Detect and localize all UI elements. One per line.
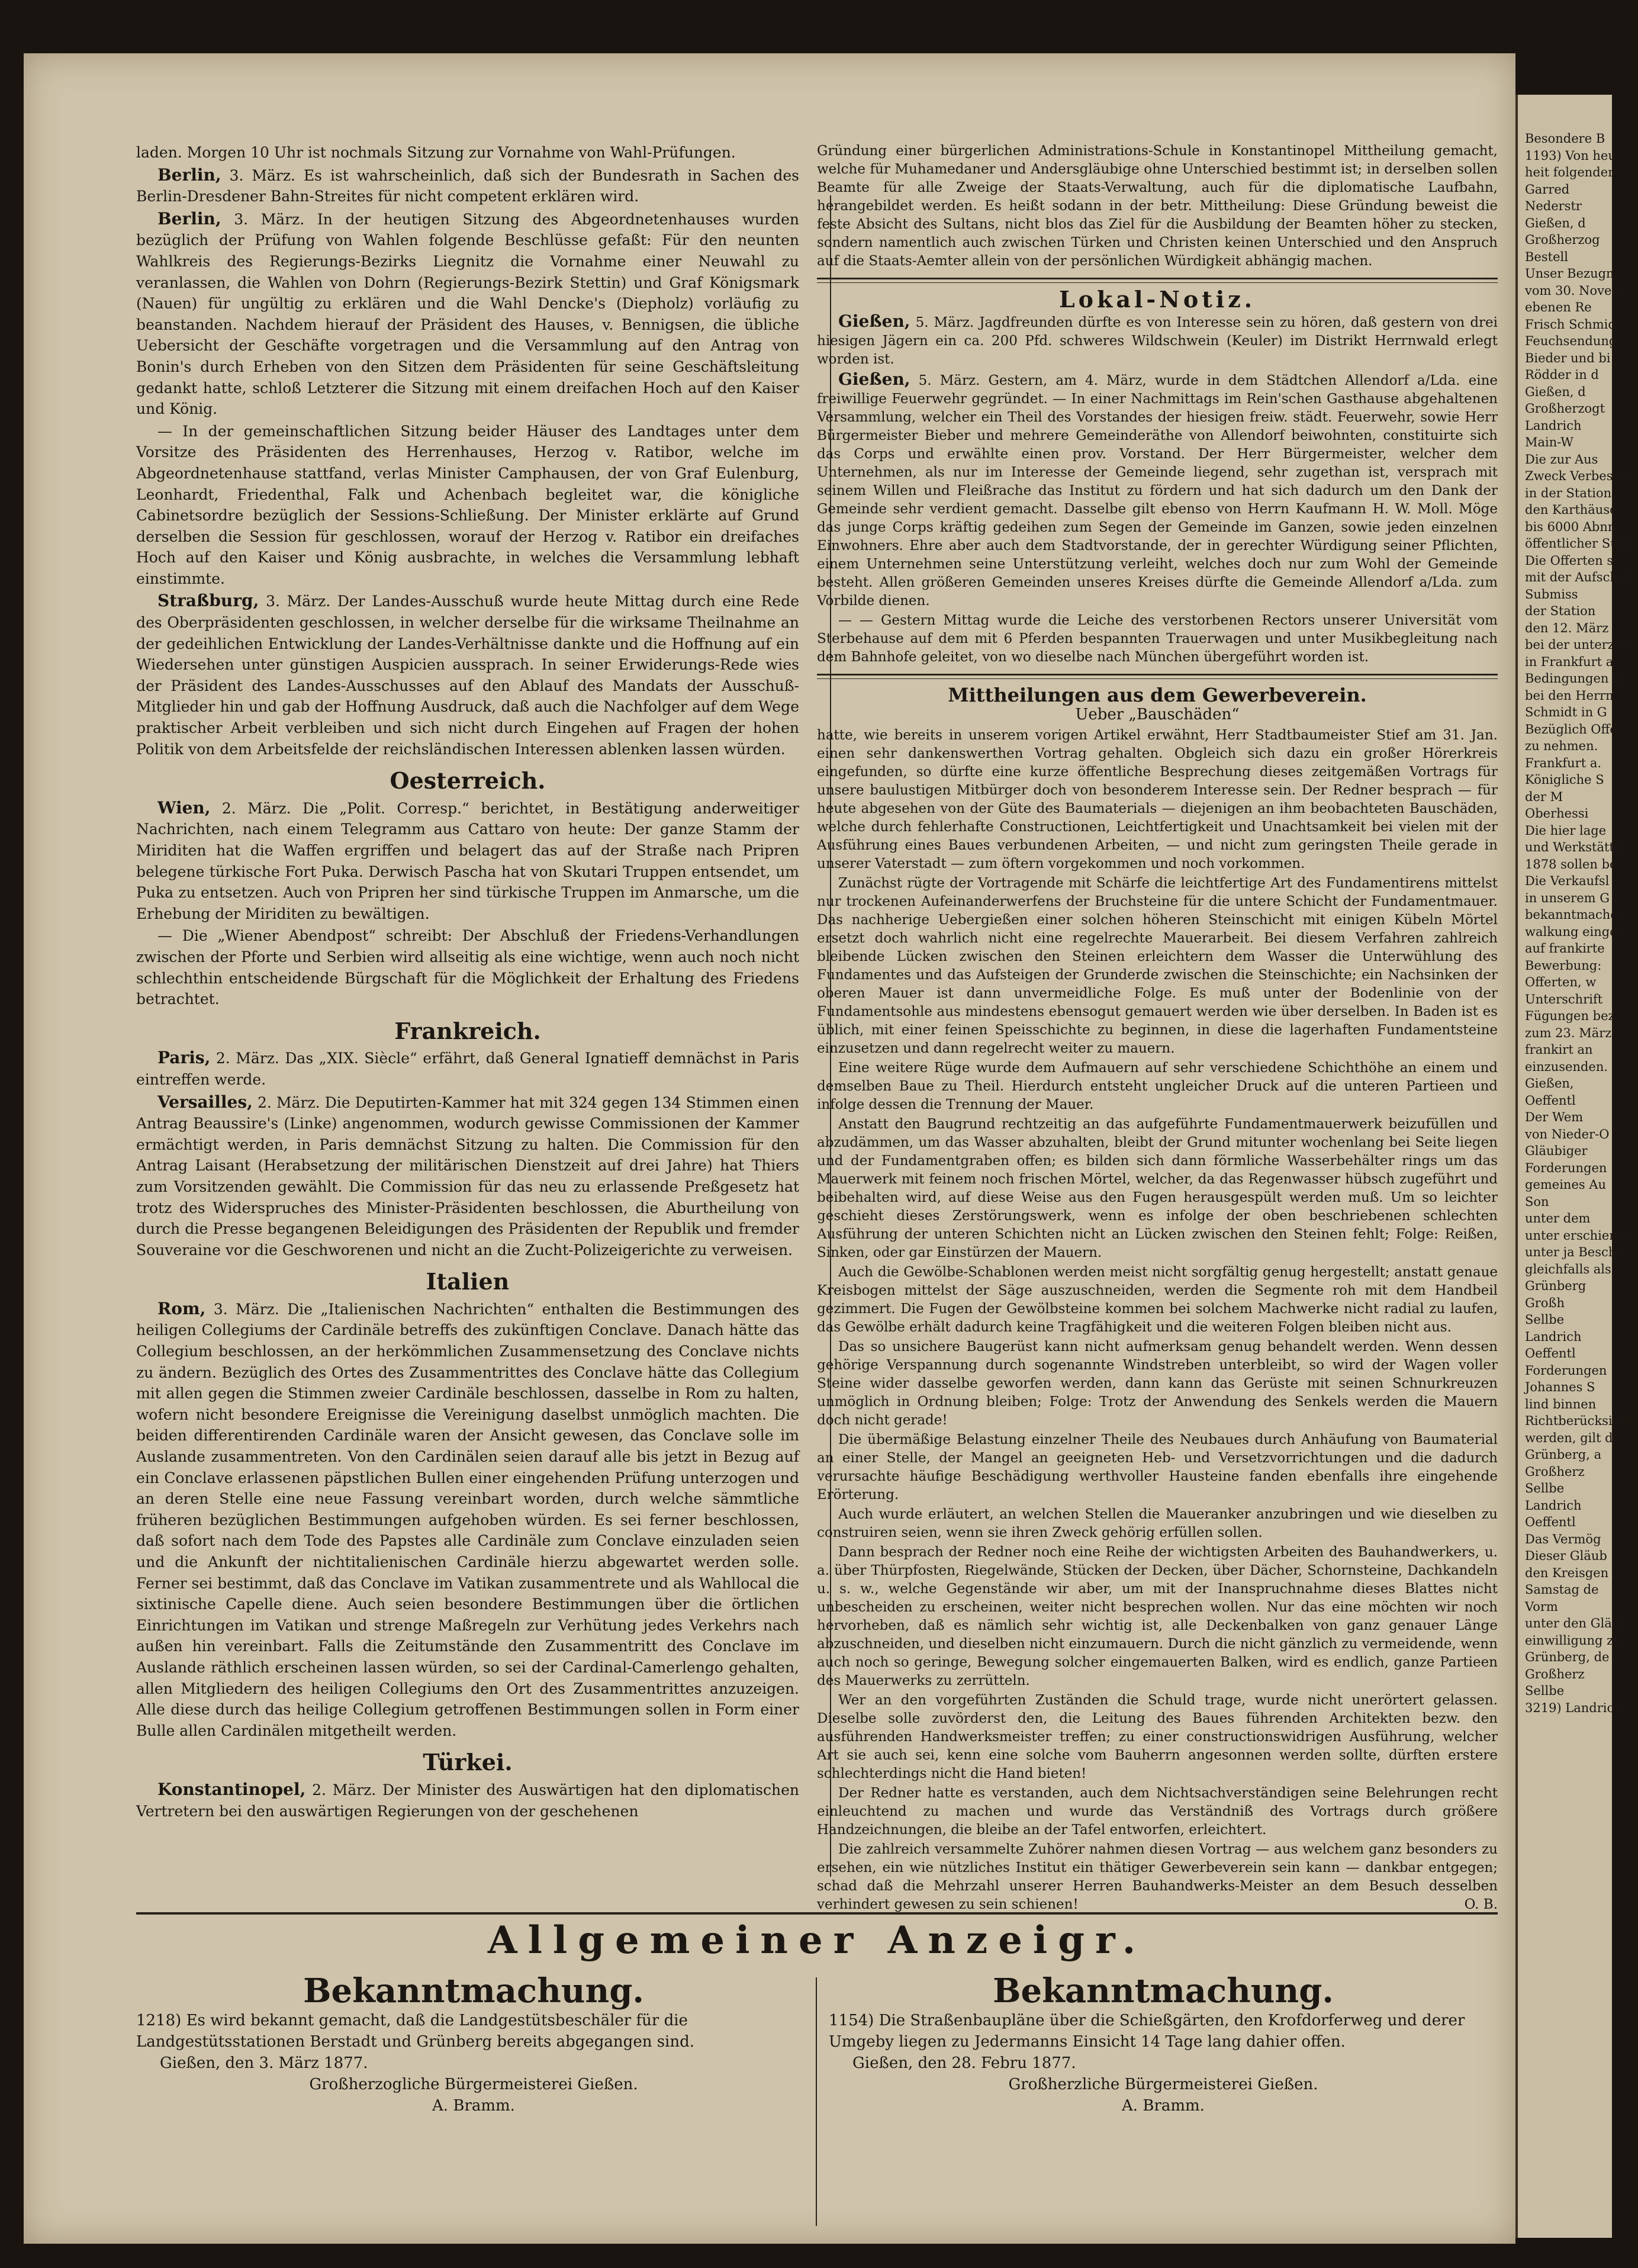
adjacent-page-line: Großherz [1525,1464,1585,1479]
adjacent-page-line: Großherzogt [1525,401,1605,416]
notice-right [829,1971,1498,2116]
notice-authority: Großherzliche Bürgermeisterei Gießen. [1008,2076,1318,2093]
news-giessen-1: Gießen, 5. März. Jagdfreunden dürfte es von Interesse sein zu hören, daß gestern von drei hiesigen Jägern ein ca. 200 Pfd. schweres Wildschwein (Keuler) im Distrikt Herrnwald erlegt worden ist. [817,311,1498,367]
adjacent-page-line: Die Verkaufsl [1525,874,1610,888]
dateline: Versailles, [157,1092,253,1112]
adjacent-page-line: Großh [1525,1295,1565,1310]
adjacent-page-line: Nederstr [1525,199,1582,213]
article-paragraph: Auch die Gewölbe-Schablonen werden meist nicht sorgfältig genug hergestellt; anstatt genaue Kreisbogen mittelst der Säge auszuschneiden, werden die Segmente roh mit dem Handbeil gezimmert. Die Fugen der Gewölbsteine kommen bei solchem Machwerke nicht radial zu laufen, das Gewölbe erhält dadurch keine Tragfähigkeit und die weiteren Folgen bleiben nicht aus. [817,1265,1498,1335]
news-konstantinopel: Konstantinopel, 2. März. Der Minister des Auswärtigen hat den diplomatischen Vertretern bei den auswärtigen Regierungen von der geschehenen [136,1779,799,1820]
adjacent-page-line: lind binnen [1525,1397,1597,1411]
left-column [136,142,799,1823]
adjacent-page-line: den 12. März [1525,620,1609,635]
adjacent-page-line: Das Vermög [1525,1532,1601,1546]
adjacent-page-line: Großherz [1525,1667,1585,1681]
adjacent-page-line: Bedingungen un [1525,671,1629,686]
adjacent-page-line: Der Wem [1525,1110,1584,1124]
news-berlin-2: Berlin, 3. März. In der heutigen Sitzung des Abgeordnetenhauses wurden bezüglich der Prüfung von Wahlen folgende Beschlüsse gefaßt: Für den neunten Wahlkreis des Regierungs-Bezirks Liegnitz die Vornahme einer Neuwahl zu veranlassen, die Wahlen von Dohrn (Regierungs-Bezirk Stettin) und Graf Königsmark (Nauen) für ungültig zu erklären und die Wahl Dencke's (Diepholz) vorläufig zu beanstanden. Nachdem hierauf der Präsident des Hauses, v. Bennigsen, die übliche Uebersicht der Geschäfte vorgetragen und die Versammlung auf den Antrag von Bonin's durch Erheben von den Sitzen dem Präsidenten für seine Geschäftsleitung gedankt hatte, schloß Letzterer die Sitzung mit einem dreifachen Hoch auf den Kaiser und König. [136,208,800,418]
adjacent-page-line: Feuchsendung [1525,334,1617,348]
adjacent-page-line: Besondere B [1525,131,1605,146]
adjacent-page-line: Gießen, d [1525,215,1586,230]
adjacent-page-line: Oberhessi [1525,806,1589,821]
article-subtitle: Ueber „Bauschäden“ [1075,706,1240,723]
section-rule [817,674,1498,679]
adjacent-page-line: bei den Herrn [1525,688,1614,703]
news-wien-2: — Die „Wiener Abendpost“ schreibt: Der Abschluß der Friedens-Verhandlungen zwischen der Pforte und Serbien wird allseitig als eine wichtige, wenn auch noch nicht schlechthin entscheidende Bürgschaft für die Möglichkeit der Erhaltung des Friedens betrachtet. [136,927,799,1008]
notice-left [136,1971,811,2116]
dateline: Paris, [157,1048,211,1068]
news-berlin-1: Berlin, 3. März. Es ist wahrscheinlich, daß sich der Bundesrath in Sachen des Berlin-Dresdener Bahn-Streites für nicht competent erklären wird. [136,165,799,205]
adjacent-page-line: Landrich [1525,1329,1582,1344]
adjacent-page-lines [1518,95,1638,1716]
notice-divider [816,1977,817,2226]
article-signature: O. B. [1464,1897,1498,1912]
adjacent-page-line: Bezüglich Offe [1525,722,1617,736]
adjacent-page-line: der Station [1525,604,1596,618]
adjacent-page-line: und Werkstätte [1525,840,1622,854]
section-heading-italien: Italien [426,1268,510,1295]
adjacent-page-line: Grünberg [1525,1279,1586,1293]
adjacent-page-line: bis 6000 Abnn [1525,519,1616,534]
adjacent-page-line: Frisch Schmid [1525,317,1616,332]
adjacent-page-line: Forderungen [1525,1160,1607,1175]
adjacent-page-line: Son [1525,1194,1549,1209]
right-column [817,142,1498,1915]
adjacent-page-line: Oeffentl [1525,1093,1576,1108]
adjacent-page-line: Forderungen [1525,1363,1607,1378]
adjacent-page-line: Landrich [1525,1498,1582,1513]
adjacent-page-line: in der Station [1525,485,1612,500]
article-paragraph: hatte, wie bereits in unserem vorigen Artikel erwähnt, Herr Stadtbaumeister Stief am 31. Jan. einen sehr dankenswerthen Vortrag gehalten. Obgleich sich dazu ein großer Hörerkreis eingefunden, so dürfte eine kurze öffentliche Besprechung dieses zeitgemäßen Vortrags für unsere baulustigen Mitbürger doch von besonderem Interesse sein. Der Redner besprach — für heute abgesehen von der Güte des Baumaterials — diejenigen an ihm beobachteten Bauschäden, welche durch fehlerhafte Constructionen, Leichtfertigkeit und Unachtsamkeit bei vielen mit der Ausführung eines Baues verbundenen Arbeiten, — und nicht zum geringsten Theile gerade in unserer Vaterstadt — zum öftern vorgekommen und noch vorkommen. [817,728,1498,871]
article-paragraph: Anstatt den Baugrund rechtzeitig an das aufgeführte Fundamentmauerwerk beizufüllen und abzudämmen, um das Wasser abzuhalten, bleibt der Grund mitunter wochenlang bei Seite liegen und der Fundamentgraben offen; es bilden sich dann förmliche Wasserbehälter rings um das Mauerwerk mit feinem noch frischen Mörtel, welcher, da das Regenwasser hübsch zugeführt und beibehalten wird, auf diese Weise aus den Fugen herausgespült werden muß. Um so leichter geschieht dieses Zerstörungswerk, wenn es infolge der oben beschriebenen schlechten Ausführung der unteren Schichten nicht an Lücken zwischen den Steinen fehlt; Folge: Reißen, Sinken, oder gar Einstürzen der Mauern. [817,1117,1498,1260]
adjacent-page-line: Gießen, [1525,1076,1574,1090]
adjacent-page-line: Die hier lage [1525,823,1607,838]
adjacent-page-line: öffentlicher Subm [1525,536,1638,551]
adjacent-page-line: unter erschienen [1525,1228,1633,1243]
adjacent-page-line: Gießen, d [1525,384,1586,399]
section-heading-frankreich: Frankreich. [394,1017,541,1044]
adjacent-page-line: den Kreisgen [1525,1565,1609,1580]
adjacent-page-line: bekanntmachen [1525,908,1626,922]
intro-paragraph: laden. Morgen 10 Uhr ist nochmals Sitzung zur Vornahme von Wahl-Prüfungen. [136,144,736,161]
adjacent-page-strip [1515,95,1638,2238]
dateline: Straßburg, [157,591,259,611]
adjacent-page-line: Frankfurt a. [1525,755,1602,770]
article-paragraph: Auch wurde erläutert, an welchen Stellen die Maueranker anzubringen und wie dieselben zu construiren seien, wenn sie ihren Zweck gehörig erfüllen sollen. [817,1507,1498,1540]
newspaper-page [24,53,1515,2244]
adjacent-page-line: Oeffentl [1525,1515,1576,1529]
adjacent-page-line: Johannes S [1525,1380,1595,1394]
news-paris: Paris, 2. März. Das „XIX. Siècle“ erfährt, daß General Ignatieff demnächst in Paris eintreffen werde. [136,1048,799,1088]
news-versailles: Versailles, 2. März. Die Deputirten-Kammer hat mit 324 gegen 134 Stimmen einen Antrag Beaussire's (Linke) angenommen, wodurch gewisse Commissionen der Kammer ermächtigt werden, in Paris demnächst Sitzung zu halten. Die Commission für den Antrag Laisant (Herabsetzung der militärischen Dienstzeit auf drei Jahre) hat Thiers zum Vorsitzenden gewählt. Die Commission für das neu zu erlassende Preßgesetz hat trotz des Widerspruches des Minister-Präsidenten beschlossen, die Aburtheilung von durch die Presse begangenen Beleidigungen des Präsidenten der Republik und fremder Souveraine vor die Geschworenen und nicht an die Zucht-Polizeigerichte zu verweisen. [136,1092,799,1259]
adjacent-page-line: in unserem G [1525,890,1610,905]
adjacent-page-line: Die zur Aus [1525,452,1598,467]
adjacent-page-line: von Nieder-O [1525,1127,1610,1141]
adjacent-page-line: Großherzog [1525,233,1600,247]
adjacent-page-line: Oeffentl [1525,1346,1576,1360]
adjacent-page-line: Fügungen bezi [1525,1009,1619,1023]
adjacent-page-line: Gläubiger [1525,1144,1588,1158]
dateline: Wien, [157,797,211,818]
notice-body: 1218) Es wird bekannt gemacht, daß die Landgestütsbeschäler für die Landgestütsstationen Berstadt und Grünberg bereits abgegangen sind. [136,2012,695,2051]
dateline: Rom, [157,1298,206,1318]
adjacent-page-line: Landrich [1525,418,1582,433]
dateline: Gießen, [838,311,910,331]
news-berlin-3: — In der gemeinschaftlichen Sitzung beider Häuser des Landtages unter dem Vorsitze des Präsidenten des Herrenhauses, Herzog v. Ratibor, welche im Abgeordnetenhause stattfand, verlas Minister Camphausen, der von Graf Eulenburg, Leonhardt, Friedenthal, Falk und Achenbach begleitet war, die königliche Cabinetsordre bezüglich der Sessions-Schließung. Der Minister erklärte auf Grund derselben die Session für geschlossen, worauf der Herzog v. Ratibor ein dreifaches Hoch auf den Kaiser und König ausbrachte, in welches die Versammlung lebhaft einstimmte. [136,422,799,587]
adjacent-page-line: zum 23. März [1525,1025,1612,1040]
adjacent-page-line: Dieser Gläub [1525,1549,1607,1563]
adjacent-page-line: einwilligung zu [1525,1633,1621,1648]
article-paragraph: Der Redner hatte es verstanden, auch dem Nichtsachverständigen seine Belehrungen recht einleuchtend zu machen und wurde das Verständniß des Vortrags durch größere Handzeichnungen, die bleibe an der Tafel entworfen, erleichtert. [817,1786,1498,1838]
notice-body: 1154) Die Straßenbaupläne über die Schießgärten, den Krofdorferweg und derer Umgeby liegen zu Jedermanns Einsicht 14 Tage lang dahier offen. [829,2012,1465,2051]
adjacent-page-line: Garred [1525,182,1570,197]
adjacent-page-line: Sellbe [1525,1684,1565,1698]
adjacent-page-line: Rödder in d [1525,368,1599,382]
adjacent-page-line: Bewerbung: [1525,958,1602,973]
news-wien-1: Wien, 2. März. Die „Polit. Corresp.“ berichtet, in Bestätigung anderweitiger Nachrichten, nach einem Telegramm aus Cattaro von heute: Der ganze Stamm der Miriditen hat die Waffen ergriffen und belagert das auf der Straße nach Pripren belegene türkische Fort Puka. Derwisch Pascha hat von Skutari Truppen entsendet, um Puka zu entsetzen. Auch von Pripren her sind türkische Truppen im Anmarsche, um die Erhebung der Miriditen zu bewältigen. [136,797,800,922]
news-giessen-2: Gießen, 5. März. Gestern, am 4. März, wurde in dem Städtchen Allendorf a/Lda. eine freiwillige Feuerwehr gegründet. — In einer Nachmittags im Rein'schen Gasthause abgehaltenen Versammlung, welcher ein Theil des Vorstandes der hiesigen freiw. städt. Feuerwehr, sowie Herr Bürgermeister Bieber und mehrere Gemeinderäthe von Allendorf beiwohnten, constituirte sich das Corps und erwählte einen prov. Vorstand. Der Herr Bürgermeister, welcher dem Unternehmen, als nur im Interesse der Gemeinde liegend, sehr zugethan ist, versprach mit seinem Willen und Fleißrache das Institut zu fördern und hat sich dadurch um den Dank der Gemeinde sehr verdient gemacht. Dasselbe gilt ebenso von Herrn Kaufmann H. W. Moll. Möge das junge Corps kräftig gedeihen zum Segen der Gemeinde im Ganzen, sowie jeden einzelnen Einwohners. Ehre aber auch dem Stadtvorstande, der in gerechter Würdigung seiner Pflichten, einem Unternehmen seine Unterstützung verleiht, welches doch nur zum Wohl der Gemeinde besteht. Allen größeren Gemeinden unseres Kreises dürfte die Gemeinde Allendorf a/Lda. zum Vorbilde dienen. [817,369,1498,609]
notice-heading: Bekanntmachung. [303,1971,644,2010]
section-heading-gewerbeverein: Mittheilungen aus dem Gewerbeverein. [948,684,1367,706]
section-heading-oesterreich: Oesterreich. [390,767,546,794]
dateline: Konstantinopel, [157,1779,306,1799]
adjacent-page-line: Unterschrift [1525,992,1603,1006]
adjacent-page-line: Die Offerten si [1525,553,1617,568]
anzeiger-title: Allgemeiner Anzeigr. [487,1918,1147,1963]
section-heading-lokal-notiz: Lokal-Notiz. [1058,286,1256,313]
adjacent-page-line: frankirt an [1525,1043,1593,1057]
adjacent-page-line: Schmidt in G [1525,705,1607,719]
anzeiger-rule [136,1912,1498,1915]
notice-authority: Großherzogliche Bürgermeisterei Gießen. [309,2076,638,2093]
notice-date: Gießen, den 28. Febru 1877. [852,2054,1076,2072]
dateline: Berlin, [157,208,221,229]
adjacent-page-line: heit folgender [1525,165,1614,179]
adjacent-page-line: Grünberg, a [1525,1447,1602,1462]
adjacent-page-line: Offerten, w [1525,975,1597,989]
adjacent-page-line: Zweck Verbesse [1525,469,1627,483]
adjacent-page-line: 3219) Landrich [1525,1700,1622,1715]
article-paragraph: Dann besprach der Redner noch eine Reihe der wichtigsten Arbeiten des Bauhandwerkers, u. a. über Thürpfosten, Riegelwände, Stücken der Decken, über Dächer, Schornsteine, Dachkandeln u. s. w., welche Gegenstände wir aber, um mit der Inanspruchnahme dieses Blattes nicht unbescheiden zu erscheinen, weiter nicht besprechen wollen. Nur das eine möchten wir noch hervorheben, daß es nämlich sehr wichtig ist, alle Deckenbalken von ganz genauer Länge abzuschneiden, und dieselben nicht einzumauern. Durch die nicht gänzlich zu vermeidende, wenn auch noch so geringe, Bewegung solcher eingemauerten Balken, wird es endlich, ganze Partieen des Mauerwerks zu zerrütteln. [817,1545,1498,1688]
dateline: Berlin, [157,165,221,185]
section-heading-tuerkei: Türkei. [423,1749,513,1776]
notice-signer: A. Bramm. [432,2097,515,2115]
notice-signer: A. Bramm. [1122,2097,1205,2115]
article-paragraph: Eine weitere Rüge wurde dem Aufmauern auf sehr verschiedene Schichthöhe an einem und demselben Baue zu Theil. Hierdurch entsteht ungleicher Druck auf die unteren Partieen und infolge dessen die Trennung der Mauer. [817,1060,1498,1112]
adjacent-page-line: Bestell [1525,249,1568,264]
adjacent-page-line: bei der unterzeic [1525,638,1633,652]
adjacent-page-line: Unser Bezugn [1525,266,1614,281]
adjacent-page-line: Main-W [1525,435,1573,449]
adjacent-page-line: Vorm [1525,1599,1558,1614]
adjacent-page-line: Sellbe [1525,1312,1565,1327]
adjacent-page-line: Sellbe [1525,1481,1565,1495]
news-strassburg: Straßburg, 3. März. Der Landes-Ausschuß wurde heute Mittag durch eine Rede des Oberpräsidenten geschlossen, in welcher derselbe für die wirksame Theilnahme an der gedeihlichen Entwicklung der Landes-Verhältnisse dankte und die Hoffnung auf ein Wiedersehen unter günstigen Auspicien aussprach. In seiner Erwiderungs-Rede wies der Präsident des Landes-Ausschusses auf den Ablauf des Mandats der Ausschuß-Mitglieder hin und gab der Hoffnung Ausdruck, daß auch die Nachfolger auf dem Wege praktischer Arbeit verbleiben und sich nicht durch Eingehen auf Fragen der hohen Politik von dem Arbeitsfelde der reichsländischen Interessen ablenken lassen würden. [136,591,800,758]
adjacent-page-line: unter den Gläub [1525,1616,1628,1630]
adjacent-page-line: auf frankirte [1525,941,1605,956]
notice-heading: Bekanntmachung. [993,1971,1334,2010]
news-rom: Rom, 3. März. Die „Italienischen Nachrichten“ enthalten die Bestimmungen des heiligen Collegiums der Cardinäle betreffs des zukünftigen Conclave. Danach hätte das Collegium beschlossen, an der herkömmlichen Zusammensetzung des Conclave nichts zu ändern. Bezüglich des Ortes des Zusammentrittes des Conclave hätte das Collegium mit allen gegen die Stimmen zweier Cardinäle beschlossen, dasselbe in Rom zu halten, wofern nicht besondere Ereignisse die Vereinigung daselbst unmöglich machten. Die beiden differentirenden Cardinäle waren der Ansicht gewesen, das Conclave solle im Auslande zusammentreten. Von den Cardinälen seien darauf alle bis jetzt in Bezug auf ein Conclave erlassenen päpstlichen Bullen einer eingehenden Prüfung unterzogen und an deren Stelle eine neue Fassung vereinbart worden, durch welche sämmtliche früheren bezüglichen Bestimmungen aufgehoben würden. Es sei ferner beschlossen, daß sofort nach dem Tode des Papstes alle Cardinäle zum Conclave einzuladen seien und die Ankunft der nichtitalienischen Cardinäle hierzu abgewartet werden solle. Ferner sei bestimmt, daß das Conclave im Vatikan zusammentrete und als Wahllocal die sixtinische Capelle diene. Auch seien besondere Bestimmungen über die örtlichen Einrichtungen im Vatikan und strenge Maßregeln zur Verhütung jedes Verkehrs nach außen hin vereinbart. Falls die Zeitumstände den Zusammentritt des Conclave im Auslande räthlich erscheinen lassen würden, so sei der Cardinal-Camerlengo gehalten, allen Mitgliedern des heiligen Collegiums den Ort des Zusammentrittes anzuzeigen. Alle diese durch das heilige Collegium getroffenen Bestimmungen sollen in Form einer Bulle allen Cardinälen mitgetheilt werden. [136,1298,799,1739]
continuation-paragraph: Gründung einer bürgerlichen Administrations-Schule in Konstantinopel Mittheilung gemacht, welche für Muhamedaner und Andersgläubige ohne Unterschied bestimmt ist; in derselben sollen Beamte für alle Zweige der Staats-Verwaltung, auch für die diplomatische Laufbahn, herangebildet werden. Es heißt sodann in der betr. Mittheilung: Diese Gründung beweist die feste Absicht des Sultans, nicht blos das Ziel für die Ausbildung der Beamten höher zu stecken, sondern namentlich auch zwischen Türken und Christen keinen Unterschied und den Anspruch auf die Staats-Aemter allein von der persönlichen Würdigkeit abhängig machen. [817,143,1498,269]
adjacent-page-line: walkung einges [1525,924,1624,939]
adjacent-page-line: werden, gilt d [1525,1430,1613,1445]
article-paragraph: Wer an den vorgeführten Zuständen die Schuld trage, wurde nicht unerörtert gelassen. Dieselbe solle zuvörderst den, die Leitung des Baues führenden Architekten bezw. den ausführenden Handwerksmeister treffen; zu einer constructionswidrigen Ausführung, welcher Art sie auch sei, kenn eine solche vom Bauherrn angesonnen werden sollte, dürften erstere schlechterdings nicht die Hand bieten! [817,1693,1498,1781]
adjacent-page-line: der M [1525,789,1563,804]
adjacent-page-line: zu nehmen. [1525,739,1598,753]
adjacent-page-line: Königliche S [1525,773,1604,787]
adjacent-page-line: den Karthäuse [1525,503,1617,517]
notice-date: Gießen, den 3. März 1877. [160,2054,368,2072]
dateline: Gießen, [838,369,910,389]
adjacent-page-line: Bieder und bi [1525,350,1611,365]
adjacent-page-line: 1878 sollen bei [1525,857,1621,871]
article-paragraph: Zunächst rügte der Vortragende mit Schärfe die leichtfertige Art des Fundamentirens mittelst nur trockenen Aufeinanderwerfens der Bruchsteine für die untere Schicht der Fundamentmauer. Das nachherige Uebergießen einer solchen höheren Steinschicht mit einigen Kübeln Mörtel ersetzt doch wahrlich nicht eine regelrechte Mauerarbeit. Bei diesem Verfahren zahlreich bleibende Lücken zwischen den Steinen erleichtern dem Wasser die Unterwühlung des Fundamentes und das Aufsteigen der Grunderde zwischen die Steinschichte; ein Nachsinken der oberen Mauer ist dann unvermeidliche Folge. Es muß unter der Bodenlinie von der Fundamentsohle aus mindestens ebensogut gemauert werden wie über derselben. In Baden ist es üblich, mit einer feinen Speisschichte zu beginnen, in diese die lagerhaften Fundamentsteine einzusetzen und dann regelrecht weiter zu mauern. [817,876,1498,1056]
adjacent-page-line: Richtberücksicht [1525,1414,1633,1428]
article-paragraph: Die zahlreich versammelte Zuhörer nahmen diesen Vortrag — aus welchem ganz besonders zu ersehen, ein wie nützliches Institut ein thätiger Gewerbeverein sein kann — dankbar entgegen; schad daß die Mehrzahl unserer Herren Bauhandwerks-Meister an dem Besuch desselben verhindert gewesen zu sein schienen! O. B. [817,1841,1498,1914]
adjacent-page-line: gleichfalls als [1525,1262,1611,1276]
adjacent-page-line: vom 30. Novem [1525,283,1624,298]
adjacent-page-line: 1193) Von heu [1525,148,1616,163]
adjacent-page-line: in Frankfurt a. [1525,654,1617,669]
adjacent-page-line: einzusenden. [1525,1059,1608,1074]
adjacent-page-line: Samstag de [1525,1582,1599,1597]
section-rule [817,278,1498,283]
adjacent-page-line: mit der Aufschrift [1525,570,1637,584]
article-paragraph: Das so unsichere Baugerüst kann nicht aufmerksam genug behandelt werden. Wenn dessen gehörige Verspannung durch sogenannte Windstreben unterbleibt, so wird der Wagen voller Steine wider dasselbe geworfen werden, dann kann das Gerüste mit seinen Schnurkreuzen unmöglich in Ordnung bleiben; Folge: Trotz der Anwendung des Senkels werden die Mauern doch nicht gerade! [817,1339,1498,1428]
news-giessen-3: — — Gestern Mittag wurde die Leiche des verstorbenen Rectors unserer Universität vom Sterbehause auf dem mit 6 Pferden bespannten Trauerwagen und unter Musikbegleitung nach dem Bahnhofe geleitet, von wo dieselbe nach München übergeführt worden ist. [817,613,1498,665]
adjacent-page-line: Grünberg, de [1525,1650,1610,1664]
adjacent-page-line: unter ja Beschl [1525,1245,1620,1259]
article-paragraph: Die übermäßige Belastung einzelner Theile des Neubaues durch Anhäufung von Baumaterial an einer Stelle, der Mangel an geeigneten Heb- und Versetzvorrichtungen und die dadurch verursachte häufige Beschädigung werthvoller Hausteine fanden ebenfalls ihre eingehende Erörterung. [817,1432,1498,1503]
adjacent-page-line: gemeines Au [1525,1178,1607,1192]
adjacent-page-line: Submiss [1525,587,1578,601]
adjacent-page-line: ebenen Re [1525,300,1592,314]
adjacent-page-line: unter dem [1525,1211,1591,1225]
